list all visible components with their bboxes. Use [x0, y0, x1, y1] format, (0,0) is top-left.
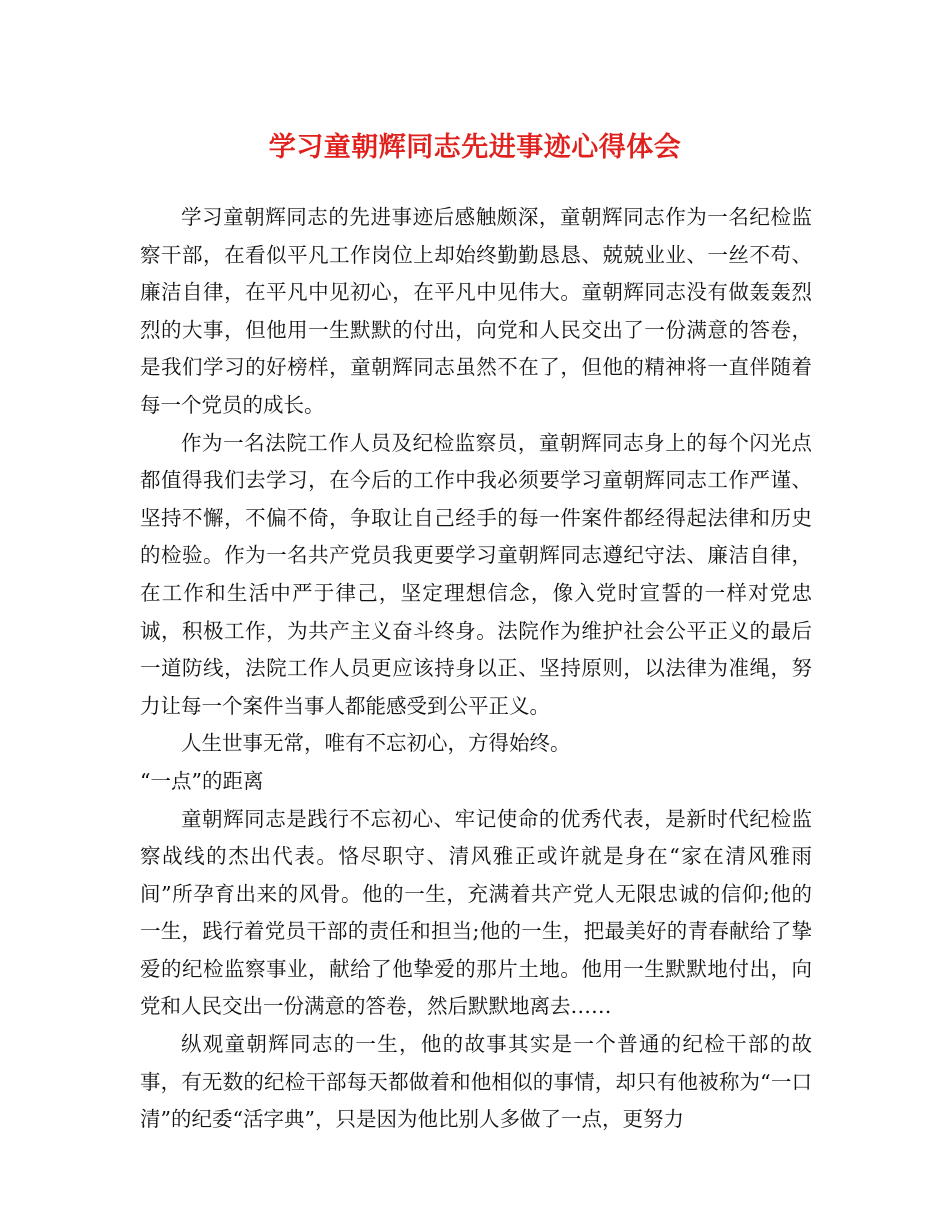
paragraph: 学习童朝辉同志的先进事迹后感触颇深，童朝辉同志作为一名纪检监察干部，在看似平凡工作岗位上却始终勤勤恳恳、兢兢业业、一丝不苟、廉洁自律，在平凡中见初心，在平凡中见伟大。童朝辉同志没有做轰轰烈烈的大事，但他用一生默默的付出，向党和人民交出了一份满意的答卷，是我们学习的好榜样，童朝辉同志虽然不在了，但他的精神将一直伴随着每一个党员的成长。	[140, 205, 812, 417]
paragraph: 作为一名法院工作人员及纪检监察员，童朝辉同志身上的每个闪光点都值得我们去学习，在今后的工作中我必须要学习童朝辉同志工作严谨、坚持不懈，不偏不倚，争取让自己经手的每一件案件都经得起法律和历史的检验。作为一名共产党员我更要学习童朝辉同志遵纪守法、廉洁自律，在工作和生活中严于律己，坚定理想信念，像入党时宣誓的一样对党忠诚，积极工作，为共产主义奋斗终身。法院作为维护社会公平正义的最后一道防线，法院工作人员更应该持身以正、坚持原则，以法律为准绳，努力让每一个案件当事人都能感受到公平正义。	[140, 430, 812, 718]
paragraph: 童朝辉同志是践行不忘初心、牢记使命的优秀代表，是新时代纪检监察战线的杰出代表。恪尽职守、清风雅正或许就是身在“家在清风雅雨间”所孕育出来的风骨。他的一生，充满着共产党人无限忠诚的信仰;他的一生，践行着党员干部的责任和担当;他的一生，把最美好的青春献给了挚爱的纪检监察事业，献给了他挚爱的那片土地。他用一生默默地付出，向党和人民交出一份满意的答卷，然后默默地离去……	[140, 806, 812, 1019]
section-heading: “一点”的距离	[140, 768, 264, 793]
paragraph: 纵观童朝辉同志的一生，他的故事其实是一个普通的纪检干部的故事，有无数的纪检干部每天都做着和他相似的事情，却只有他被称为“一口清”的纪委“活字典”，只是因为他比别人多做了一点，更努力	[140, 1032, 812, 1132]
paragraph: 人生世事无常，唯有不忘初心，方得始终。	[181, 731, 571, 756]
document-body	[140, 199, 812, 1139]
document-title: 学习童朝辉同志先进事迹心得体会	[268, 132, 682, 163]
